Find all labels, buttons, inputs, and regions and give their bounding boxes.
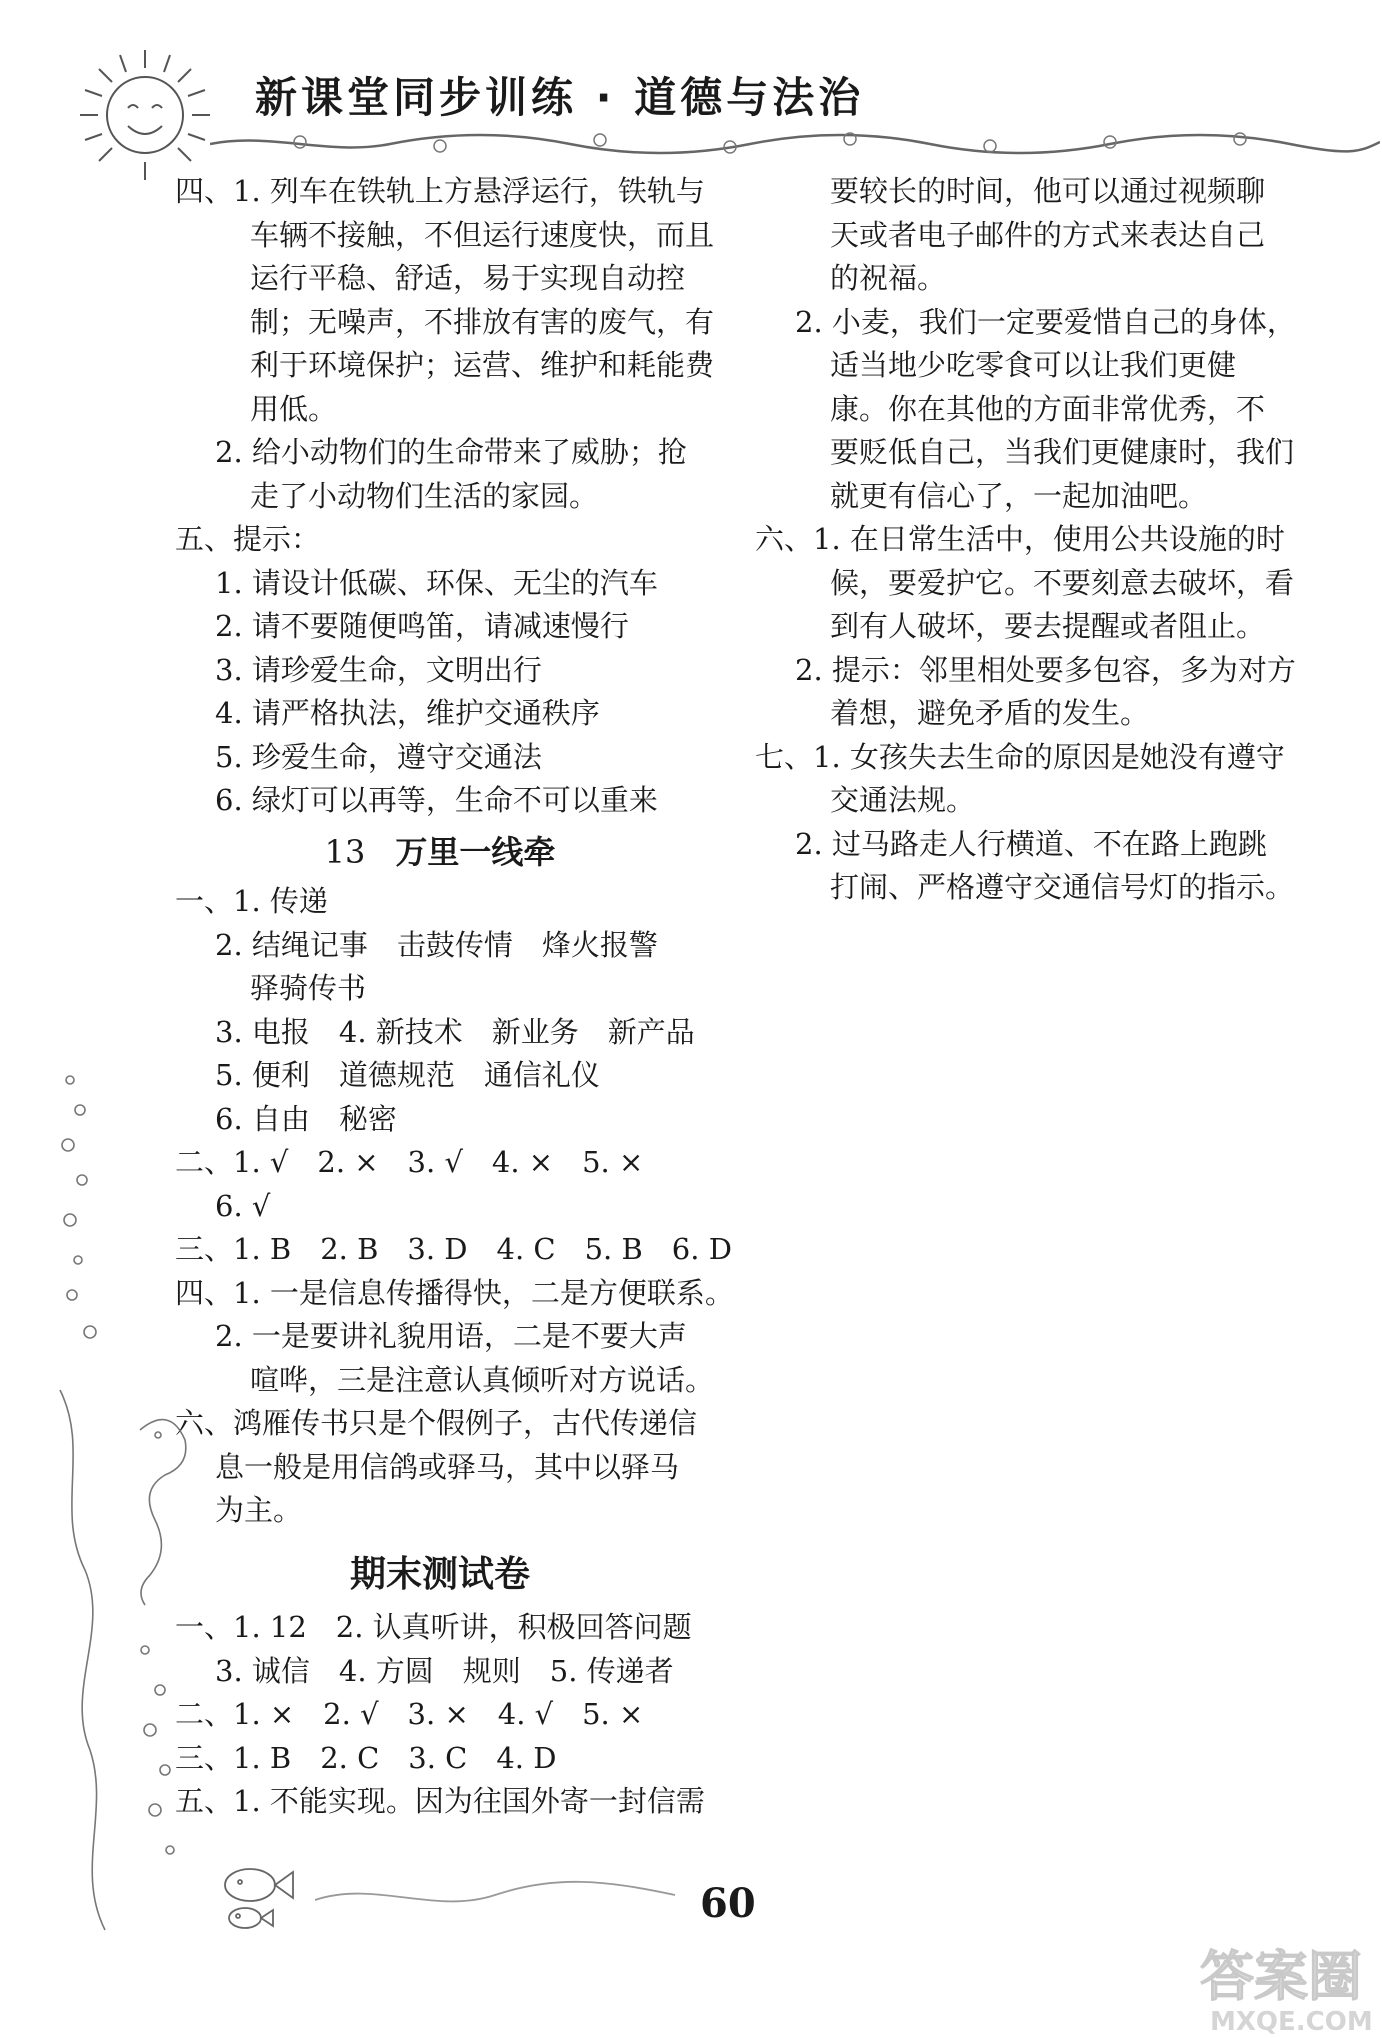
page-number: 60 (700, 1880, 756, 1927)
page-header (60, 30, 1320, 180)
answer-line: 要贬低自己，当我们更健康时，我们 (830, 435, 1295, 469)
answer-line: 三、1. B 2. B 3. D 4. C 5. B 6. D (175, 1232, 732, 1266)
answer-line: 候，要爱护它。不要刻意去破坏，看 (830, 565, 1295, 600)
watermark-line2: MXQE.COM (1210, 2007, 1373, 2035)
answer-line: 七、1. 女孩失去生命的原因是她没有遵守 (755, 739, 1285, 774)
answer-line: 驿骑传书 (250, 971, 367, 1005)
answer-line: 2. 给小动物们的生命带来了威胁；抢 (215, 435, 687, 469)
answer-line: 3. 电报 4. 新技术 新业务 新产品 (215, 1014, 695, 1049)
answer-line: 3. 请珍爱生命，文明出行 (215, 652, 542, 687)
section-number: 13 (324, 832, 366, 871)
answer-line: 五、提示： (175, 522, 321, 556)
answer-line: 四、1. 列车在铁轨上方悬浮运行，铁轨与 (175, 174, 705, 208)
answer-line: 2. 请不要随便鸣笛，请减速慢行 (215, 609, 629, 643)
answer-line: 车辆不接触，不但运行速度快，而且 (250, 217, 715, 252)
watermark-line1: 答案圈 (1200, 1945, 1362, 2008)
answer-line: 制；无噪声，不排放有害的废气，有 (250, 304, 715, 339)
answer-line: 交通法规。 (830, 783, 976, 817)
right-answer-column (750, 170, 1296, 910)
answer-line: 三、1. B 2. C 3. C 4. D (175, 1740, 557, 1775)
answer-line: 为主。 (215, 1493, 303, 1527)
answer-line: 着想，避免矛盾的发生。 (830, 696, 1150, 730)
answer-line: 5. 便利 道德规范 通信礼仪 (215, 1058, 600, 1092)
answer-line: 息一般是用信鸽或驿马，其中以驿马 (215, 1449, 680, 1484)
answer-line: 6. 自由 秘密 (215, 1101, 397, 1136)
answer-line: 五、1. 不能实现。因为往国外寄一封信需 (175, 1784, 705, 1818)
answer-line: 六、1. 在日常生活中，使用公共设施的时 (755, 522, 1285, 556)
answer-line: 要较长的时间，他可以通过视频聊 (830, 174, 1266, 208)
answer-line: 运行平稳、舒适，易于实现自动控 (250, 261, 686, 295)
fish-wave-decoration (205, 1850, 705, 1940)
exam-section-title: 期末测试卷 (349, 1552, 530, 1595)
section-title (170, 831, 710, 875)
answer-line: 5. 珍爱生命，遵守交通法 (215, 739, 542, 774)
section-title-text: 万里一线牵 (395, 832, 556, 871)
seahorse-bubbles-decoration (50, 1050, 200, 1950)
answer-line: 一、1. 12 2. 认真听讲，积极回答问题 (175, 1610, 692, 1644)
answer-line: 二、1. √ 2. × 3. √ 4. × 5. × (175, 1145, 644, 1179)
answer-line: 天或者电子邮件的方式来表达自己 (830, 217, 1266, 252)
left-answer-column (170, 170, 734, 1824)
answer-line: 一、1. 传递 (175, 884, 328, 918)
answer-line: 的祝福。 (830, 261, 947, 295)
answer-line: 2. 提示：邻里相处要多包容，多为对方 (795, 652, 1296, 687)
answer-line: 到有人破坏，要去提醒或者阻止。 (830, 609, 1266, 643)
answer-line: 4. 请严格执法，维护交通秩序 (215, 696, 600, 730)
answer-line: 2. 结绳记事 击鼓传情 烽火报警 (215, 927, 658, 962)
answer-line: 四、1. 一是信息传播得快，二是方便联系。 (175, 1275, 734, 1310)
answer-line: 2. 小麦，我们一定要爱惜自己的身体， (795, 304, 1296, 339)
answer-line: 适当地少吃零食可以让我们更健 (830, 348, 1237, 382)
answer-line: 用低。 (250, 391, 338, 426)
answer-line: 2. 一是要讲礼貌用语，二是不要大声 (215, 1319, 687, 1353)
answer-line: 3. 诚信 4. 方圆 规则 5. 传递者 (215, 1653, 674, 1688)
answer-line: 6. 绿灯可以再等，生命不可以重来 (215, 783, 658, 817)
answer-line: 二、1. × 2. √ 3. × 4. √ 5. × (175, 1697, 644, 1731)
answer-line: 喧哗，三是注意认真倾听对方说话。 (250, 1362, 715, 1397)
answer-line: 1. 请设计低碳、环保、无尘的汽车 (215, 565, 658, 600)
answer-line: 打闹、严格遵守交通信号灯的指示。 (830, 870, 1295, 904)
answer-line: 利于环境保护；运营、维护和耗能费 (250, 348, 715, 382)
header-title: 新课堂同步训练 · 道德与法治 (255, 73, 865, 122)
sun-icon (70, 40, 220, 190)
header-vine-decoration (210, 122, 1380, 162)
answer-line: 就更有信心了，一起加油吧。 (830, 478, 1208, 513)
answer-line: 六、鸿雁传书只是个假例子，古代传递信 (175, 1406, 698, 1440)
answer-line: 走了小动物们生活的家园。 (250, 478, 599, 513)
watermark-logo (1195, 1930, 1380, 2035)
answer-line: 康。你在其他的方面非常优秀，不 (830, 391, 1266, 426)
answer-line: 2. 过马路走人行横道、不在路上跑跳 (795, 826, 1267, 861)
answer-line: 6. √ (215, 1188, 271, 1223)
